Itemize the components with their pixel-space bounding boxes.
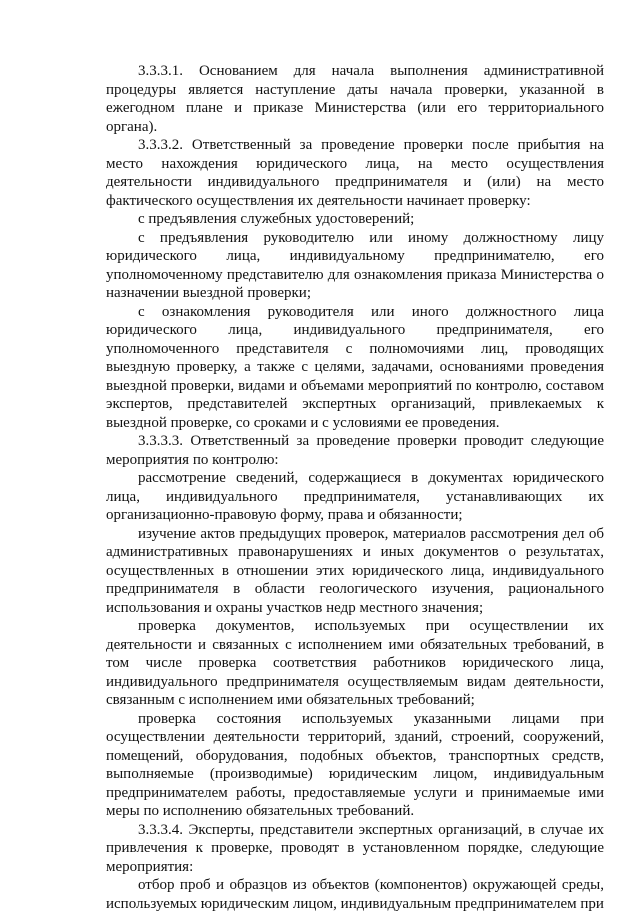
paragraph-3-3-3-4: 3.3.3.4. Эксперты, представители экспертных организаций, в случае их привлечения к проверке, проводят в установленном порядке, следующие мероприятия: xyxy=(106,821,604,875)
paragraph-item: отбор проб и образцов из объектов (компонентов) окружающей среды, используемых юридическим лицом, индивидуальным предпринимателем при xyxy=(106,877,604,912)
paragraph-item: изучение актов предыдущих проверок, материалов рассмотрения дел об административных правонарушениях и иных документов о результатах, осуществленных в отношении этих юридического лица, индивидуального предпринимателя в области геологического изучения, рационального использования и охраны участков недр местного значения; xyxy=(106,525,604,616)
paragraph-item: проверка состояния используемых указанными лицами при осуществлении деятельности территорий, зданий, строений, сооружений, помещений, оборудования, подобных объектов, транспортных средств, выполняемые (производимые) юридическим лицом, индивидуальным предпринимателем работы, предоставляемые услуги и принимаемые ими меры по исполнению обязательных требований. xyxy=(106,710,604,819)
paragraph-item: проверка документов, используемых при осуществлении их деятельности и связанных с исполнением ими обязательных требований, в том числе проверка соответствия работников юридического лица, индивидуального предпринимателя осуществляемым видам деятельности, связанным с исполнением ими обязательных требований; xyxy=(106,618,604,708)
paragraph-3-3-3-2: 3.3.3.2. Ответственный за проведение проверки после прибытия на место нахождения юридического лица, на место осуществления деятельности индивидуального предпринимателя и (или) на место фактического осуществления их деятельности начинает проверку: xyxy=(106,137,604,209)
paragraph-item: рассмотрение сведений, содержащиеся в документах юридического лица, индивидуального предпринимателя, устанавливающих их организационно-правовую форму, права и обязанности; xyxy=(106,470,604,523)
paragraph-3-3-3-3: 3.3.3.3. Ответственный за проведение проверки проводит следующие мероприятия по контролю: xyxy=(106,433,604,468)
paragraph-item: с ознакомления руководителя или иного должностного лица юридического лица, индивидуального предпринимателя, его уполномоченного представителя с полномочиями лиц, проводящих выездную проверку, а также с целями, задачами, основаниями проведения выездной проверки, видами и объемами мероприятий по контролю, составом экспертов, представителей экспертных организаций, привлекаемых к выездной проверке, со сроками и с условиями ее проведения. xyxy=(106,303,604,431)
paragraph-3-3-3-1: 3.3.3.1. Основанием для начала выполнения административной процедуры является наступление даты начала проверки, указанной в ежегодном плане и приказе Министерства (или его территориального органа). xyxy=(106,63,604,135)
paragraph-item: с предъявления руководителю или иному должностному лицу юридического лица, индивидуальному предпринимателю, его уполномоченному представителю для ознакомления приказа Министерства о назначении выездной проверки; xyxy=(106,229,604,301)
document-body xyxy=(106,62,604,913)
paragraph-item: с предъявления служебных удостоверений; xyxy=(138,211,415,227)
